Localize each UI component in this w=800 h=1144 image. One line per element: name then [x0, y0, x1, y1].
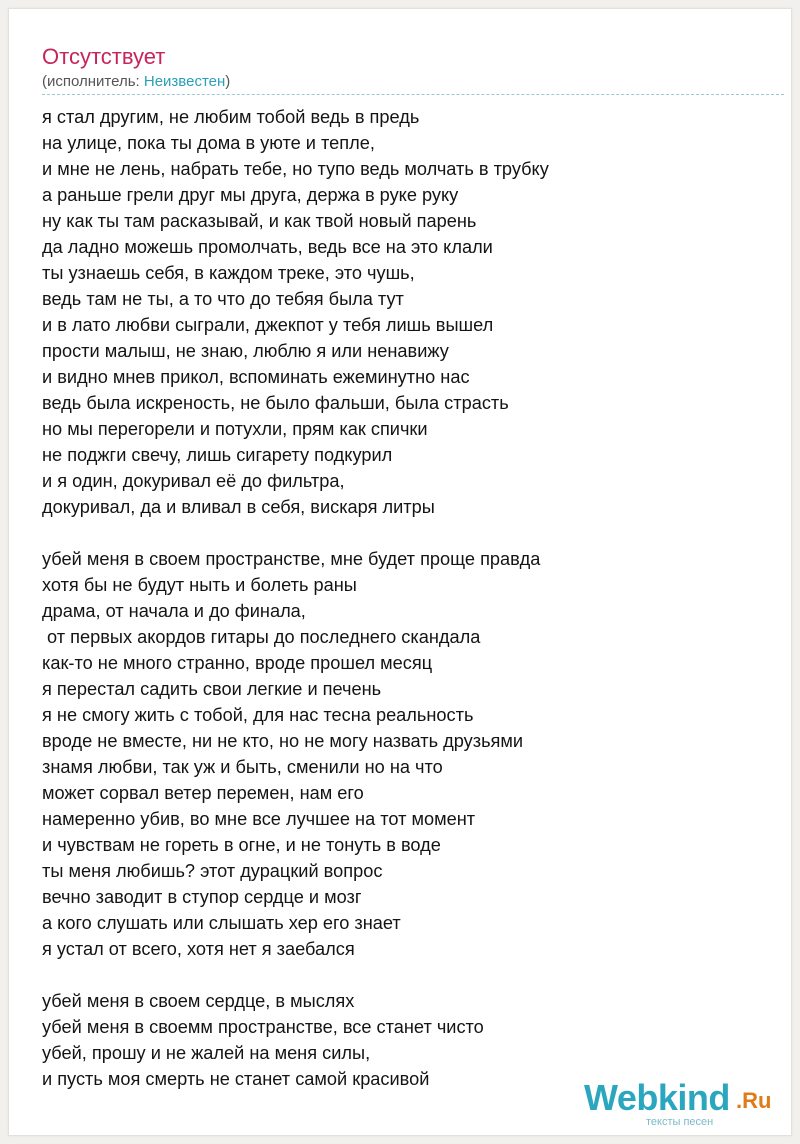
artist-prefix: (исполнитель: [42, 73, 144, 90]
lyric-line: и видно мнев прикол, вспоминать ежеминутно нас [42, 367, 470, 387]
lyric-line: убей меня в своем сердце, в мыслях [42, 991, 355, 1011]
lyric-line: как-то не много странно, вроде прошел месяц [42, 653, 433, 673]
lyric-line: докуривал, да и вливал в себя, вискаря литры [42, 497, 435, 517]
lyric-line: ты узнаешь себя, в каждом треке, это чушь, [42, 263, 415, 283]
lyrics-body [42, 104, 782, 1118]
logo-domain: .Ru [736, 1088, 772, 1113]
lyric-line: ну как ты там расказывай, и как твой новый парень [42, 211, 477, 231]
lyric-line: ведь была искреность, не было фальши, была страсть [42, 393, 509, 413]
lyric-line: я перестал садить свои легкие и печень [42, 679, 382, 699]
lyric-line: хотя бы не будут ныть и болеть раны [42, 575, 357, 595]
lyric-line: может сорвал ветер перемен, нам его [42, 783, 364, 803]
artist-link[interactable]: Неизвестен [143, 73, 226, 90]
lyric-line: драма, от начала и до финала, [42, 601, 306, 621]
lyric-line: я стал другим, не любим тобой ведь в предь [42, 107, 420, 127]
lyric-line: вроде не вместе, ни не кто, но не могу назвать друзьями [42, 731, 524, 751]
lyric-line: вечно заводит в ступор сердце и мозг [42, 887, 362, 907]
lyric-line: и в лато любви сыграли, джекпот у тебя лишь вышел [42, 315, 494, 335]
site-logo[interactable] [584, 1078, 784, 1128]
lyric-line: знамя любви, так уж и быть, сменили но на что [42, 757, 443, 777]
lyric-line: и пусть моя смерть не станет самой красивой [42, 1069, 430, 1089]
lyric-line: не поджги свечу, лишь сигарету подкурил [42, 445, 393, 465]
lyric-line: намеренно убив, во мне все лучшее на тот момент [42, 809, 476, 829]
lyric-line: да ладно можешь промолчать, ведь все на это клали [42, 237, 493, 257]
lyric-line: и мне не лень, набрать тебе, но тупо ведь молчать в трубку [42, 159, 549, 179]
lyric-line: убей меня в своемм пространстве, все станет чисто [42, 1017, 484, 1037]
lyric-line: от первых акордов гитары до последнего скандала [42, 627, 481, 647]
artist-suffix: ) [225, 73, 231, 90]
header-divider [42, 94, 784, 95]
lyric-line: а кого слушать или слышать хер его знает [42, 913, 401, 933]
lyric-line: ведь там не ты, а то что до тебяя была тут [42, 289, 404, 309]
lyric-line: я устал от всего, хотя нет я заебался [42, 939, 355, 959]
lyric-line: и чувствам не гореть в огне, и не тонуть в воде [42, 835, 441, 855]
lyric-line: ты меня любишь? этот дурацкий вопрос [42, 861, 383, 881]
lyric-line: на улице, пока ты дома в уюте и тепле, [42, 133, 375, 153]
artist-line [42, 72, 230, 92]
lyric-line: убей, прошу и не жалей на меня силы, [42, 1043, 371, 1063]
lyric-line: а раньше грели друг мы друга, держа в руке руку [42, 185, 459, 205]
song-title: Отсутствует [42, 44, 166, 69]
lyric-line: убей меня в своем пространстве, мне будет проще правда [42, 549, 541, 569]
logo-wordmark: Webkind [584, 1077, 730, 1118]
lyric-line: я не смогу жить с тобой, для нас тесна реальность [42, 705, 474, 725]
logo-tagline: тексты песен [646, 1116, 714, 1128]
verse [42, 546, 782, 962]
lyric-line: прости малыш, не знаю, люблю я или ненавижу [42, 341, 449, 361]
lyric-line: но мы перегорели и потухли, прям как спички [42, 419, 428, 439]
lyric-line: и я один, докуривал её до фильтра, [42, 471, 345, 491]
verse [42, 104, 782, 520]
